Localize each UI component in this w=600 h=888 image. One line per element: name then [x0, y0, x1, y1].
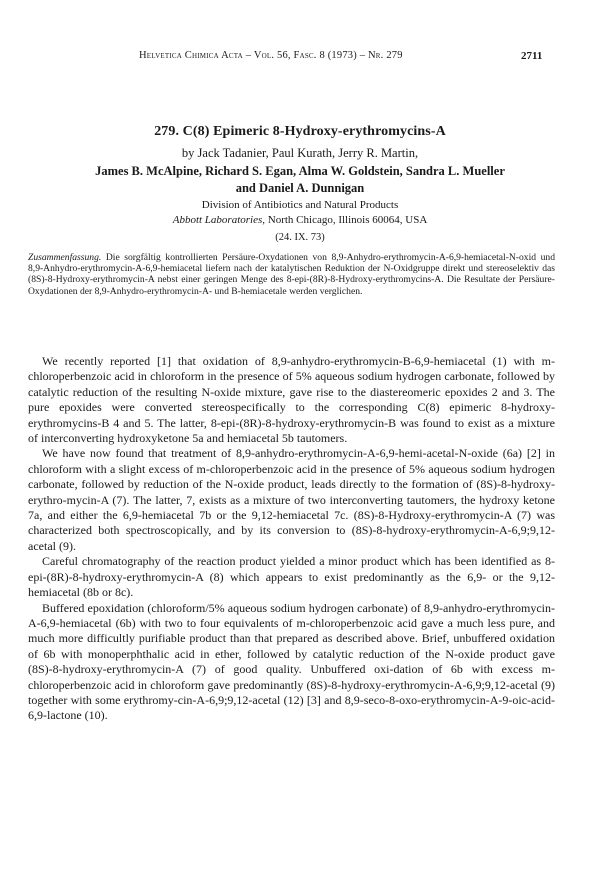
affiliation-lab: Abbott Laboratories,: [172, 214, 266, 226]
body-paragraph-1: We recently reported [1] that oxidation of 8,9-anhydro-erythromycin-B-6,9-hemiacetal (1) with m-chloroperbenzoic acid in chloroform in the presence of 5% aqueous sodium hydrogen carbonate, followed by catalytic reduction of the resulting N-oxide mixture, gave rise to the diastereomeric epoxides 2 and 3. The pure epoxides were converted stereospecifically to the corresponding C(8) epimeric 8-hydroxy-erythromycins-B 4 and 5. The latter, 8-epi-(8R)-8-hydroxy-erythromycin-B was found to exist as a mixture of interconverting hydroxyketone 5a and hemiacetal 5b tautomers.: [28, 354, 555, 446]
body-paragraph-4: Buffered epoxidation (chloroform/5% aqueous sodium hydrogen carbonate) of 8,9-anhydro-erythromycin-A-6,9-hemiacetal (6b) with two to four equivalents of m-chloroperbenzoic acid gave a much less pure, and much more difficultly purifiable product than that prepared as described above. Brief, unbuffered oxidation of 6b with monoperphthalic acid in ether, followed by catalytic reduction of the N-oxide product gave (8S)-8-hydroxy-erythromycin-A (7) of good quality. Unbuffered oxi-dation of 6b with excess m-chloroperbenzoic acid in chloroform gave predominantly (8S)-8-hydroxy-erythromycin-A-6,9;9,12-acetal (9) together with some erythromy-cin-A-6,9;9,12-acetal (12) [3] and 8,9-seco-8-oxo-erythromycin-A-9-oic-acid-6,9-lactone (10).: [28, 600, 555, 723]
summary-text: Die sorgfältig kontrollierten Persäure-Oxydationen von 8,9-Anhydro-erythromycin-A-6,9-hemiacetal-N-oxid und 8,9-Anhydro-erythromycin-A-6,9-hemiacetal liefern nach der katalytischen Reduktion der N-Oxidgruppe direkt und stereoselektiv das (8S)-8-Hydroxy-erythromycin-A nebst einer geringen Menge des 8-epi-(8R)-8-Hydroxy-erythromycins-A. Die Resultate der Persäure-Oxydationen der 8,9-Anhydro-erythromycin-A- und B-hemiacetale werden verglichen.: [28, 252, 555, 297]
page-number: 2711: [521, 50, 543, 62]
received-date: (24. IX. 73): [275, 232, 325, 243]
journal-citation: Helvetica Chimica Acta – Vol. 56, Fasc. 8 (1973) – Nr. 279: [139, 50, 403, 61]
affiliation-address: [0, 214, 600, 226]
body-paragraph-3: Careful chromatography of the reaction product yielded a minor product which has been identified as 8-epi-(8R)-8-hydroxy-erythromycin-A (8) which appears to exist predominantly as the 6,9- or the 9,12-hemiacetal (8b or 8c).: [28, 554, 555, 600]
authors-line-1: by Jack Tadanier, Paul Kurath, Jerry R. Martin,: [181, 146, 419, 160]
affiliation-location: North Chicago, Illinois 60064, USA: [265, 214, 428, 226]
body-paragraph-2: We have now found that treatment of 8,9-anhydro-erythromycin-A-6,9-hemi-acetal-N-oxide (6a) [2] in chloroform with a slight excess of m-chloroperbenzoic acid in the presence of 5% aqueous sodium hydrogen carbonate, followed by reduction of the N-oxide product, leads directly to the formation of (8S)-8-hydroxy-erythro-mycin-A (7). The latter, 7, exists as a mixture of two interconverting tautomers, the hydroxy ketone 7a, and either the 6,9-hemiacetal 7b or the 9,12-hemiacetal 7c. (8S)-8-Hydroxy-erythromycin-A (7) was characterized both spectroscopically, and by its conversion to (8S)-8-hydroxy-erythromycin-A-6,9;9,12-acetal (9).: [28, 446, 555, 553]
summary-label: Zusammenfassung.: [28, 252, 102, 263]
summary-block: [28, 252, 555, 297]
affiliation-division: Division of Antibiotics and Natural Products: [201, 199, 399, 211]
article-body: [28, 354, 555, 724]
article-title: 279. C(8) Epimeric 8-Hydroxy-erythromycins-A: [154, 124, 446, 139]
authors-line-2: James B. McAlpine, Richard S. Egan, Alma W. Goldstein, Sandra L. Mueller: [95, 164, 505, 178]
running-head: [0, 50, 600, 66]
authors-line-3: and Daniel A. Dunnigan: [235, 181, 365, 195]
